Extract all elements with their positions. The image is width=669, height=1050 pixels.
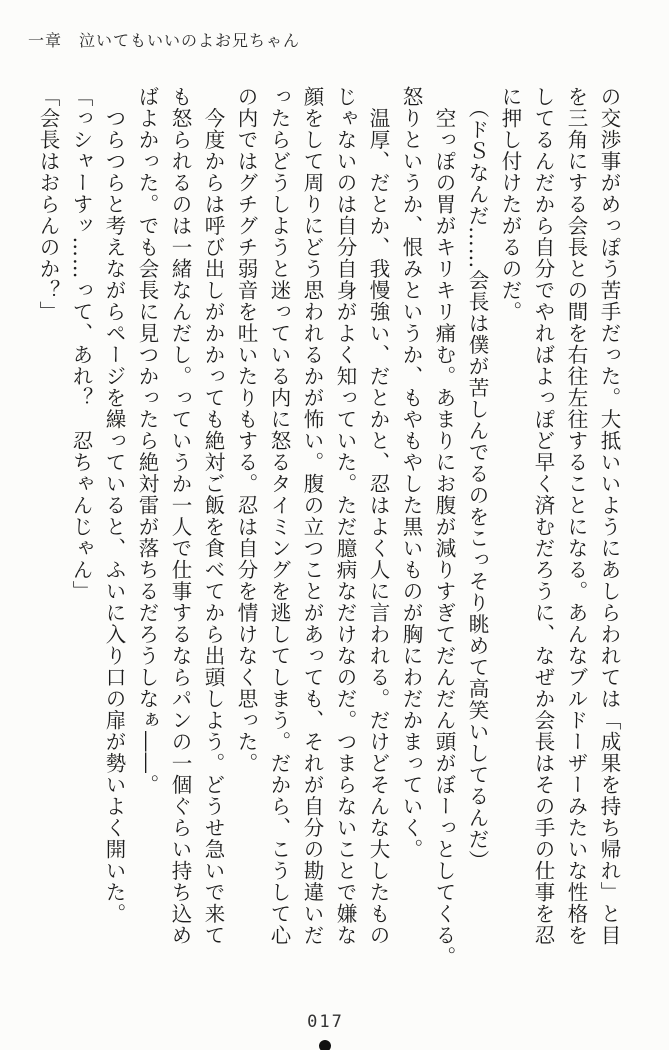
text-column: してるんだから自分でやればよっぽど早く済むだろうに、なぜか会長はその手の仕事を忍 <box>531 86 555 946</box>
text-column: 空っぽの胃がキリキリ痛む。あまりにお腹が減りすぎてだんだん頭がぼーっとしてくる。 <box>432 86 456 968</box>
text-column: 今度からは呼び出しがかかっても絶対ご飯を食べてから出頭しよう。どうせ急いで来て <box>201 86 225 946</box>
footer-dot-icon <box>319 1040 331 1050</box>
body-text-block <box>31 86 625 978</box>
text-column: 「会長はおらんのか？」 <box>36 86 60 323</box>
text-column: 「っシャーすッ……って、あれ？ 忍ちゃんじゃん」 <box>69 86 93 602</box>
text-column: じゃないのは自分自身がよく知っていた。ただ臆病なだけなのだ。つまらないことで嫌な <box>333 86 357 946</box>
text-column: ばよかった。でも会長に見つかったら絶対雷が落ちるだろうしなぁ――。 <box>135 86 159 796</box>
text-column: 温厚、だとか、我慢強い、だとかと、忍はよく人に言われる。だけどそんな大したもの <box>366 86 390 946</box>
text-column: つらつらと考えながらページを繰っていると、ふいに入り口の扉が勢いよく開いた。 <box>102 86 126 925</box>
text-column: も怒られるのは一緒なんだし。っていうか一人で仕事するならパンの一個ぐらい持ち込め <box>168 86 192 946</box>
text-column: 顔をして周りにどう思われるかが怖い。腹の立つことがあっても、それが自分の勘違いだ <box>300 86 324 946</box>
chapter-header: 一章 泣いてもいいのよお兄ちゃん <box>28 31 301 50</box>
text-column: ったらどうしようと迷っている内に怒るタイミングを逃してしまう。だから、こうして心 <box>267 86 291 946</box>
text-column: の交渉事がめっぽう苦手だった。大抵いいようにあしらわれては「成果を持ち帰れ」と目 <box>597 86 621 946</box>
text-column: 怒りというか、恨みというか、もやもやした黒いものが胸にわだかまっていく。 <box>399 86 423 860</box>
page-number: 017 <box>307 1012 344 1032</box>
page-footer <box>0 1012 669 1032</box>
text-column: に押し付けたがるのだ。 <box>498 86 522 323</box>
text-column: （ドＳなんだ……会長は僕が苦しんでるのをこっそり眺めて高笑いしてるんだ） <box>465 86 489 872</box>
text-column: の内ではグチグチ弱音を吐いたりもする。忍は自分を情けなく思った。 <box>234 86 258 774</box>
text-column: を三角にする会長との間を右往左往することになる。あんなブルドーザーみたいな性格を <box>564 86 588 946</box>
